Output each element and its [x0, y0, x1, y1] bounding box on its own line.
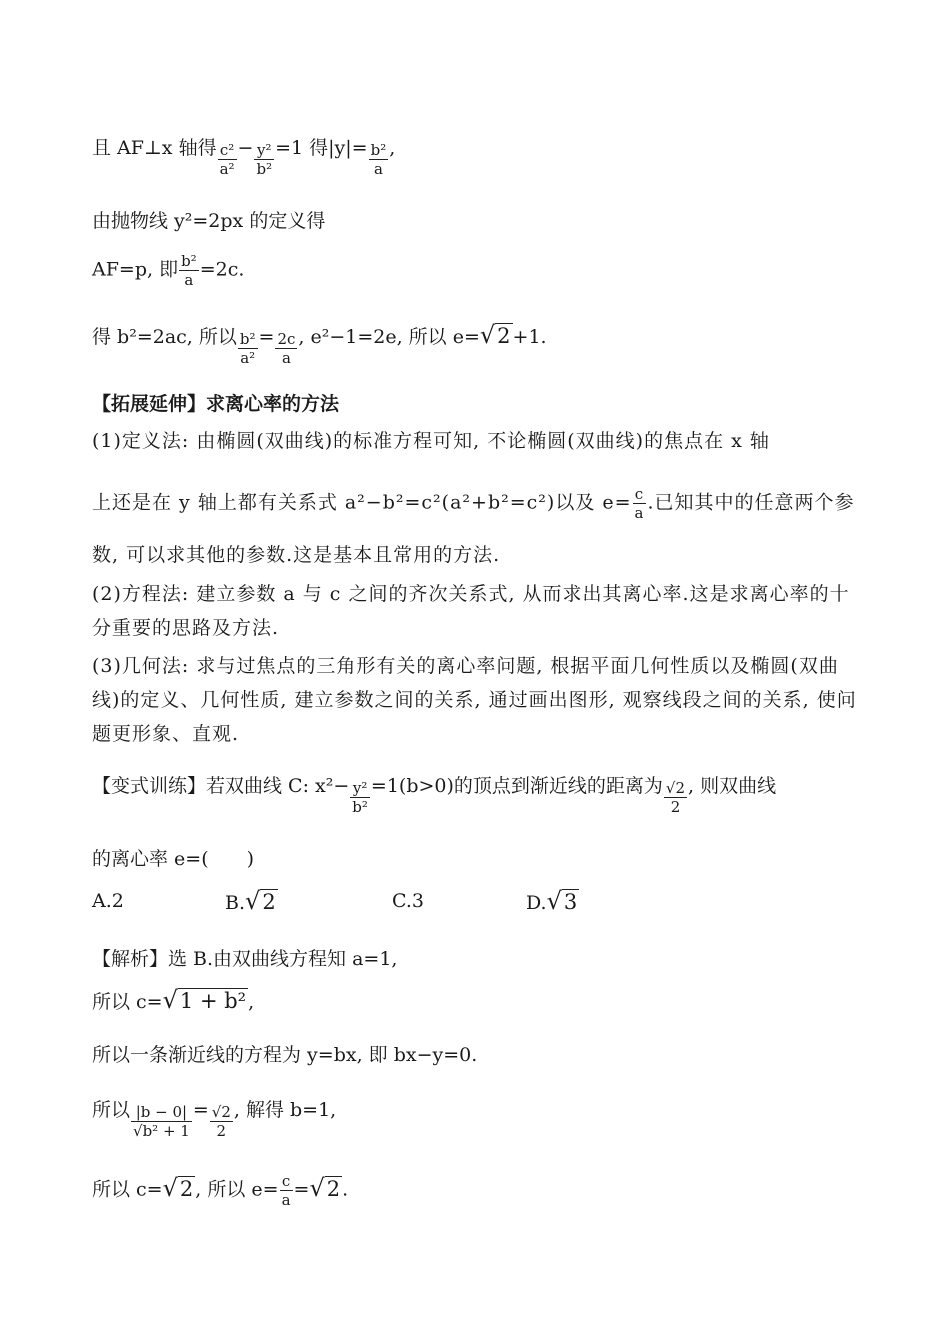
analysis-line-4: 所以 $\frac{|b - 0|}{\text{√b² + 1}}$ = $\frac{√2}{2}$ , 解得 b=1,: [92, 1099, 337, 1140]
solution-line-1: 且 AF⊥x 轴得 $\frac{\text{c²}}{\text{a²}}$ − $\frac{\text{y²}}{\text{b²}}$ =1 得|y|= $\frac{\text{b²}}{a}$ ,: [92, 137, 396, 178]
analysis-line-1: 【解析】选 B.由双曲线方程知 a=1,: [92, 948, 398, 970]
fraction: $\frac{\text{b²}}{a}$: [370, 141, 387, 178]
option-c[interactable]: C.3: [392, 890, 424, 912]
analysis-line-2: 所以 c=√1 + b² ,: [92, 986, 255, 1014]
fraction: $\frac{\text{b²}}{\text{a²}}$: [239, 330, 256, 367]
fraction: $\frac{\text{b²}}{a}$: [181, 252, 197, 289]
extension-para-1c: 数, 可以求其他的参数.这是基本且常用的方法.: [92, 544, 501, 566]
extension-para-3: (3)几何法: 求与过焦点的三角形有关的离心率问题, 根据平面几何性质以及椭圆(双曲线)的定义、几何性质, 建立参数之间的关系, 通过画出图形, 观察线段之间的关系, 使问题更形象、直观.: [92, 655, 857, 745]
fraction: $\frac{c}{a}$: [634, 485, 645, 522]
extension-para-1b: 上还是在 y 轴上都有关系式 a²−b²=c²(a²+b²=c²)以及 e= $\frac{c}{a}$ .已知其中的任意两个参: [92, 485, 855, 522]
sqrt: √2: [309, 1173, 341, 1202]
solution-line-3: AF=p, 即 $\frac{\text{b²}}{a}$ =2c.: [92, 252, 245, 289]
fraction: $\frac{\text{y²}}{\text{b²}}$: [352, 779, 368, 816]
fraction: $\frac{c}{a}$: [281, 1172, 291, 1209]
variant-question-line-2: 的离心率 e=( ): [92, 848, 255, 870]
analysis-line-5: 所以 c=√2 , 所以 e= $\frac{c}{a}$ =√2 .: [92, 1172, 349, 1209]
option-d[interactable]: D.√3: [526, 887, 578, 915]
fraction: $\frac{2c}{a}$: [277, 330, 296, 367]
extension-title: 【拓展延伸】求离心率的方法: [92, 393, 340, 415]
sqrt: √2: [245, 887, 276, 915]
analysis-line-3: 所以一条渐近线的方程为 y=bx, 即 bx−y=0.: [92, 1044, 478, 1066]
variant-question: 【变式训练】若双曲线 C: x²− $\frac{\text{y²}}{\text{b²}}$ =1(b>0)的顶点到渐近线的距离为 $\frac{√2}{2}$ , 则双曲线: [92, 775, 777, 816]
extension-para-1a: (1)定义法: 由椭圆(双曲线)的标准方程可知, 不论椭圆(双曲线)的焦点在 x 轴: [92, 430, 770, 452]
option-a[interactable]: A.2: [92, 890, 124, 912]
fraction: $\frac{|b - 0|}{\text{√b² + 1}}$: [133, 1103, 190, 1140]
option-b[interactable]: B.√2: [225, 887, 276, 915]
sqrt: √3: [546, 887, 578, 915]
fraction: $\frac{√2}{2}$: [665, 779, 686, 816]
extension-para-2: (2)方程法: 建立参数 a 与 c 之间的齐次关系式, 从而求出其离心率.这是求离心率的十分重要的思路及方法.: [92, 583, 850, 639]
fraction: $\frac{\text{y²}}{\text{b²}}$: [256, 141, 273, 178]
sqrt: √2: [479, 321, 511, 349]
sqrt: √2: [162, 1173, 194, 1202]
solution-line-4: 得 b²=2ac, 所以 $\frac{\text{b²}}{\text{a²}}$ = $\frac{2c}{a}$ , e²−1=2e, 所以 e=√2 +1.: [92, 321, 547, 367]
fraction: $\frac{√2}{2}$: [211, 1103, 231, 1140]
sqrt: √1 + b²: [162, 986, 247, 1014]
fraction: $\frac{\text{c²}}{\text{a²}}$: [219, 141, 235, 178]
solution-line-2: 由抛物线 y²=2px 的定义得: [92, 210, 326, 232]
